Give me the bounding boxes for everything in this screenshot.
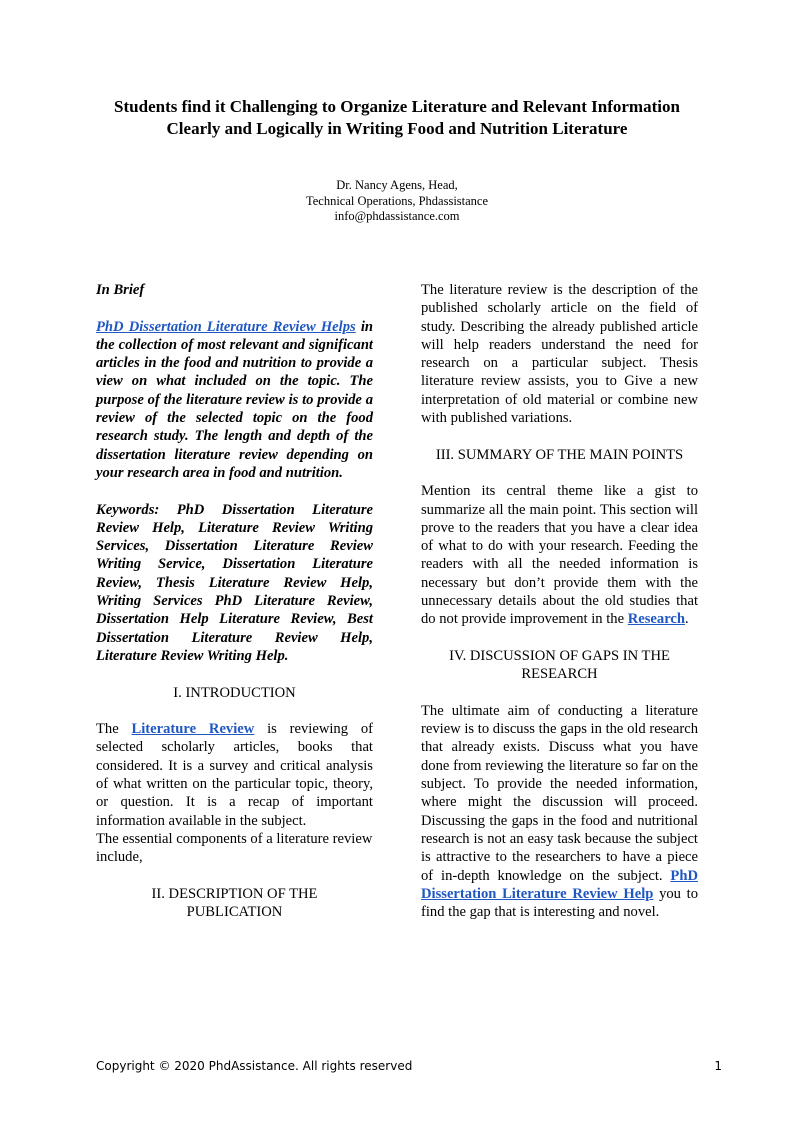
description-heading-line1: II. DESCRIPTION OF THE	[151, 885, 318, 902]
summary-end: .	[685, 611, 689, 628]
summary-paragraph	[421, 482, 698, 628]
research-link[interactable]: Research	[627, 611, 685, 628]
page-footer	[96, 1059, 722, 1073]
page-number: 1	[714, 1059, 722, 1073]
summary-text: Mention its central theme like a gist to summarize all the main point. This section will prove to the readers that you have a clear idea of what to do with your research. Feeding the readers with all the needed information is necessary but don’t provide them with the unnecessary details about the old studies that do not provide improvement in the	[421, 483, 698, 628]
author-name: Dr. Nancy Agens, Head,	[336, 178, 458, 192]
summary-heading: III. SUMMARY OF THE MAIN POINTS	[435, 446, 684, 463]
intro-pre-text: The	[96, 721, 132, 738]
gaps-end: you to find the gap that is interesting and novel.	[421, 885, 698, 921]
gaps-text: The ultimate aim of conducting a literature review is to discuss the gaps in the old research that already exists. Discuss what you have done from reviewing the literature so far on the subject. To provide the needed information, where might the discussion will proceed. Discussing the gaps in the food and nutritional research is not an easy task because the subject is attractive to the researchers to have a piece of in-depth knowledge on the subject.	[421, 702, 698, 884]
in-brief-link[interactable]: PhD Dissertation Literature Review Helps	[96, 318, 356, 335]
in-brief-heading: In Brief	[96, 282, 145, 298]
gaps-paragraph	[421, 702, 698, 922]
description-heading-line2: PUBLICATION	[186, 904, 283, 921]
intro-post-text: is reviewing of selected scholarly articles, books that considered. It is a survey and critical analysis of what written on the particular topic, theory, or question. It is a recap of important information available in the subject.	[96, 721, 373, 829]
gaps-heading-line1: IV. DISCUSSION OF GAPS IN THE	[449, 647, 670, 664]
literature-review-link[interactable]: Literature Review	[131, 721, 255, 738]
keywords-paragraph: Keywords: PhD Dissertation Literature Review Help, Literature Review Writing Services, Dissertation Literature Review Writing Service, Dissertation Literature Review, Thesis Literature Review Help, Writing Services PhD Literature Review, Dissertation Help Literature Review, Best Dissertation Literature Review Help, Literature Review Writing Help.	[96, 501, 373, 664]
introduction-paragraph-2: The essential components of a literature review include,	[96, 830, 373, 866]
introduction-heading: I. INTRODUCTION	[173, 684, 296, 701]
copyright-text: Copyright © 2020 PhdAssistance. All rights reserved	[96, 1059, 413, 1073]
author-email: info@phdassistance.com	[334, 209, 460, 223]
in-brief-text: in the collection of most relevant and significant articles in the food and nutrition to provide a view on what included on the topic. The purpose of the literature review is to provide a review of the selected topic on the food research study. The length and depth of the dissertation literature review depending on your research area in food and nutrition.	[96, 318, 373, 481]
gaps-heading	[421, 647, 698, 684]
author-block	[96, 178, 698, 225]
document-title: Students find it Challenging to Organize Literature and Relevant Information Clearly and Logically in Writing Food and Nutrition Literature	[114, 97, 680, 138]
gaps-heading-line2: RESEARCH	[521, 666, 598, 683]
description-heading	[96, 885, 373, 922]
in-brief-paragraph	[96, 318, 373, 483]
description-paragraph: The literature review is the description of the published scholarly article on the field of study. Describing the already published article will help readers understand the need for research on a particular subject. Thesis literature review assists, you to Give a new interpretation of old material or combine new with published variations.	[421, 282, 698, 427]
left-column	[96, 281, 373, 921]
right-column	[421, 281, 698, 921]
introduction-paragraph	[96, 720, 373, 830]
author-affiliation: Technical Operations, Phdassistance	[305, 193, 489, 208]
dissertation-help-link[interactable]: PhD Dissertation Literature Review Help	[421, 867, 698, 902]
